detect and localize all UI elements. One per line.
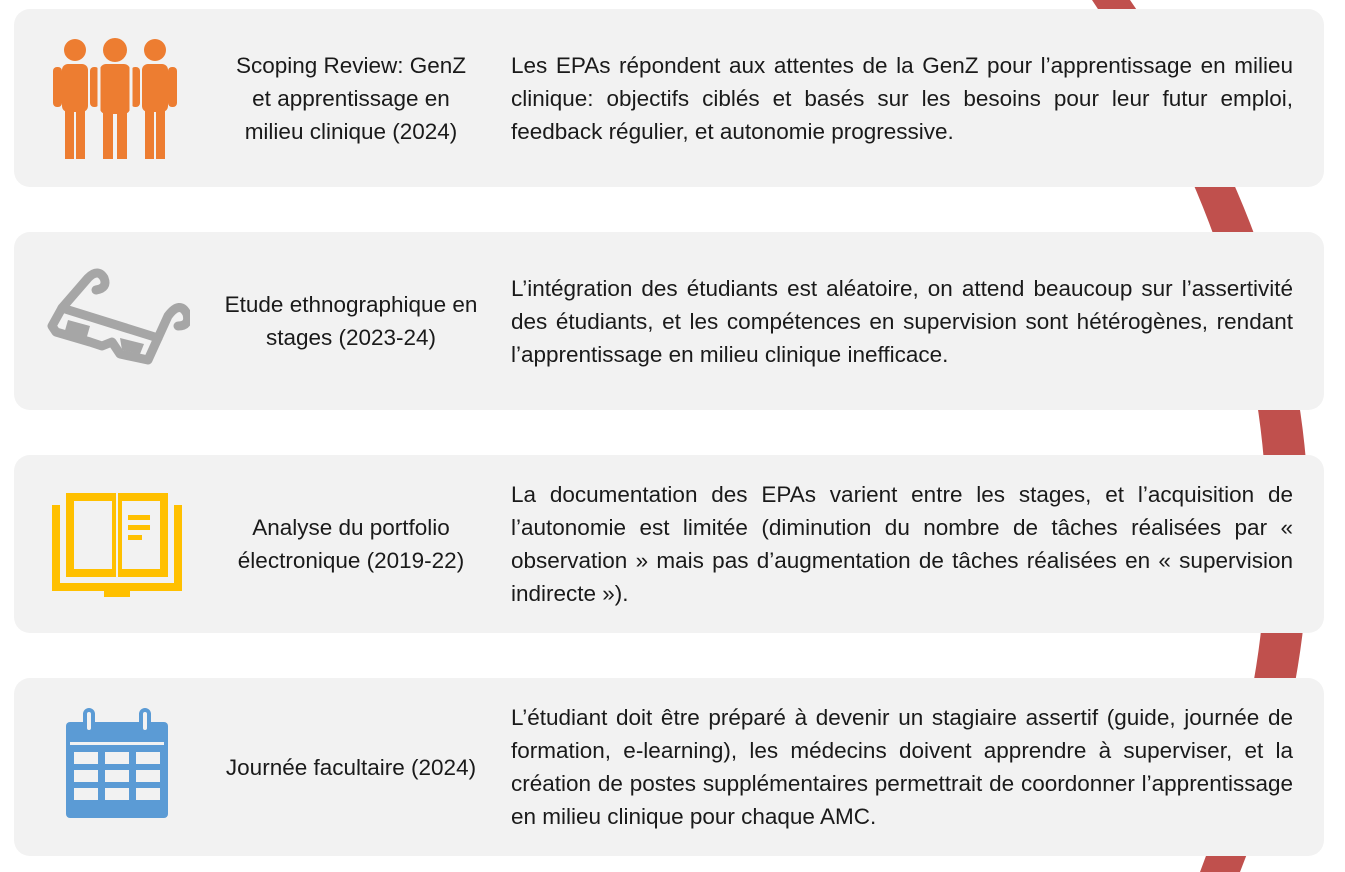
calendar-icon [40, 702, 190, 832]
row-label: Etude ethnographique en stages (2023-24) [224, 292, 478, 350]
row-scoping-review [14, 9, 1324, 187]
people-group-icon [40, 33, 190, 163]
row-ethnographic-study [14, 232, 1324, 410]
row-label: Journée facultaire (2024) [225, 754, 477, 780]
open-book-icon [40, 479, 190, 609]
row-label: Scoping Review: GenZ et apprentissage en milieu clinique (2024) [235, 52, 467, 144]
row-description: L’intégration des étudiants est aléatoire, on attend beaucoup sur l’assertivité des étudiants, et les compétences en supervision sont hétérogènes, rendant l’apprentissage en milieu clinique inefficace. [511, 275, 1293, 367]
row-description: La documentation des EPAs varient entre les stages, et l’acquisition de l’autonomie est limitée (diminution du nombre de tâches réalisées par « observation » mais pas d’augmentation de tâches réalisées en « supervision indirecte »). [511, 482, 1293, 606]
row-portfolio-analysis [14, 455, 1324, 633]
row-description: Les EPAs répondent aux attentes de la GenZ pour l’apprentissage en milieu clinique: objectifs ciblés et basés sur les besoins pour leur futur emploi, feedback régulier, et autonomie progressive. [511, 52, 1293, 144]
row-label: Analyse du portfolio électronique (2019-22) [237, 515, 465, 573]
3d-glasses-icon [40, 256, 190, 386]
row-faculty-day [14, 678, 1324, 856]
row-description: L’étudiant doit être préparé à devenir un stagiaire assertif (guide, journée de formation, e-learning), les médecins doivent apprendre à superviser, et la création de postes supplémentaires permettrait de coordonner l’apprentissage en milieu clinique pour chaque AMC. [511, 705, 1293, 829]
